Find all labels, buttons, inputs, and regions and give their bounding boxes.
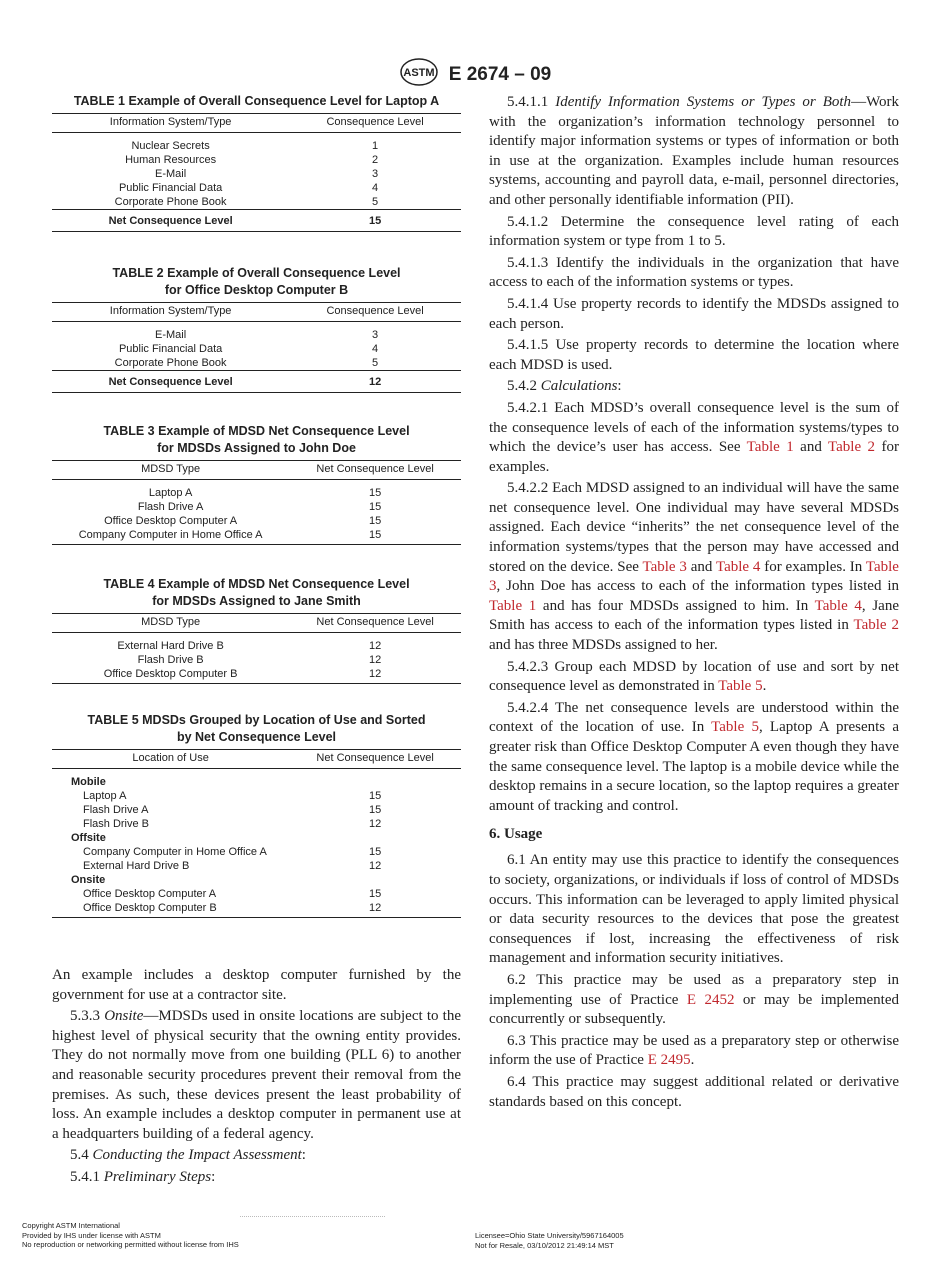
paragraph-5-4-1-3: 5.4.1.3 Identify the individuals in the organization that have access to each of the information systems or types.	[489, 254, 899, 291]
paragraph-5-4-1-2: 5.4.1.2 Determine the consequence level rating of each information system or type from 1 to 5.	[489, 213, 899, 250]
right-column	[489, 93, 899, 1114]
table-row: Flash Drive B 12	[137, 654, 382, 666]
column-header: Net Consequence Level	[289, 461, 461, 480]
table-3-link[interactable]: Table 3	[489, 558, 899, 595]
section-heading: 6. Usage	[489, 826, 543, 843]
paragraph-5-4-2: 5.4.2 Calculations:	[507, 378, 622, 395]
footer-license: Licensee=Ohio State University/5967164005 Not for Resale, 03/10/2012 21:49:14 MST	[475, 1231, 624, 1250]
paragraph-6-1: 6.1 An entity may use this practice to identify the consequences to society, organizations, or individuals if loss of control of MDSDs occurs. This information can be leveraged to apply limited physical or data security resources to the devices that pose the greatest consequences if lost, increasing the effectiveness of risk management and information security initiatives.	[489, 852, 899, 967]
table-row: Laptop A 15	[83, 790, 382, 802]
column-header: Net Consequence Level	[289, 614, 461, 633]
column-header: Information System/Type	[52, 114, 289, 133]
table-row: Company Computer in Home Office A 15	[52, 528, 461, 545]
net-row: Net Consequence Level 15	[52, 210, 461, 232]
data-table	[52, 302, 461, 393]
table-3-link[interactable]: Table 3	[642, 558, 687, 575]
table-title: TABLE 1 Example of Overall Consequence Level for Laptop A	[73, 94, 440, 108]
e2495-link[interactable]: E 2495	[647, 1052, 691, 1069]
group-row: Onsite	[71, 874, 106, 886]
document-number: E 2674 – 09	[448, 63, 552, 85]
footer-copyright: Copyright ASTM International Provided by IHS under license with ASTM No reproduction or networking permitted without license from IHS	[22, 1221, 239, 1249]
table-1	[52, 93, 461, 233]
data-table	[52, 749, 461, 918]
column-header: Consequence Level	[289, 114, 461, 133]
astm-logo-icon	[399, 57, 439, 92]
data-table	[52, 613, 461, 684]
table-row: Office Desktop Computer A 15	[83, 888, 382, 900]
paragraph-5-4-1-5: 5.4.1.5 Use property records to determine the location where each MDSD is used.	[489, 337, 899, 373]
paragraph-5-4-2-1: 5.4.2.1 Each MDSD’s overall consequence level is the sum of the consequence levels of each of the information systems/types to which the device’s user has access. See Table 1 and Table 2 for examples.	[489, 399, 899, 475]
svg-text:ASTM: ASTM	[403, 67, 435, 79]
table-row: Nuclear Secrets 1	[131, 140, 379, 152]
paragraph-5-4-2-4: 5.4.2.4 The net consequence levels are understood within the context of the location of use. In Table 5, Laptop A presents a greater risk than Office Desktop Computer A even though they have the same consequence level. The laptop is a mobile device while the desktop remains in a secure location, so the laptop requires a greater amount of tracking and control.	[489, 699, 899, 814]
table-row: Company Computer in Home Office A 15	[83, 846, 382, 858]
paragraph-5-4-1-1: 5.4.1.1 Identify Information Systems or Types or Both—Work with the organization’s information technology personnel to identify major information systems or types of information or both in use at the organization. Examples include human resources systems, accounting and payroll data, e-mail, personnel directories, and other personally identifiable information (PII).	[489, 94, 900, 208]
paragraph-6-3: 6.3 This practice may be used as a preparatory step or otherwise inform the use of Practice E 2495.	[489, 1032, 899, 1069]
paragraph-5-4-2-3: 5.4.2.3 Group each MDSD by location of use and sort by net consequence level as demonstrated in Table 5.	[489, 658, 899, 695]
footer-divider	[240, 1216, 385, 1217]
paragraph-5-3-3: 5.3.3 Onsite—MDSDs used in onsite locations are subject to the highest level of physical security that the owning entity provides. They do not normally move from one building (PLL 6) to another and reasonable security procedures prevent their removal from the premises. As such, these devices present the least probability of loss. An example includes a desktop computer in permanent use at a headquarters building of a federal agency.	[52, 1008, 462, 1142]
column-header: MDSD Type	[52, 461, 289, 480]
paragraph-6-2: 6.2 This practice may be used as a preparatory step in implementing use of Practice E 2452 or may be implemented concurrently or subsequently.	[489, 971, 899, 1028]
table-4-link[interactable]: Table 4	[715, 558, 761, 575]
table-row: External Hard Drive B 12	[83, 860, 382, 872]
paragraph: An example includes a desktop computer furnished by the government for use at a contractor site.	[52, 967, 461, 1003]
table-4	[52, 576, 461, 680]
paragraph-5-4: 5.4 Conducting the Impact Assessment:	[70, 1147, 306, 1164]
column-header: Consequence Level	[289, 303, 461, 322]
table-1-link[interactable]: Table 1	[746, 439, 794, 456]
e2452-link[interactable]: E 2452	[686, 991, 735, 1008]
page-header	[0, 57, 950, 92]
table-4-link[interactable]: Table 4	[814, 597, 862, 614]
table-row: Flash Drive B 12	[83, 818, 382, 830]
table-row: Corporate Phone Book 5	[114, 196, 379, 208]
net-row: Net Consequence Level 12	[52, 371, 461, 393]
table-5-link[interactable]: Table 5	[718, 678, 763, 695]
paragraph-5-4-2-2: 5.4.2.2 Each MDSD assigned to an individual will have the same net consequence level. One individual may have several MDSDs assigned. Each device “inherits” the net consequence level of the information systems/types that the person may have accessed and stored on the device. See Table 3 and Table 4 for examples. In Table 3, John Doe has access to each of the information types listed in Table 1 and has four MDSDs assigned to him. In Table 4, Jane Smith has access to each of the information types listed in Table 2 and has three MDSDs assigned to her.	[489, 480, 899, 654]
left-column	[52, 93, 462, 1185]
column-header: Information System/Type	[52, 303, 289, 322]
table-row: Flash Drive A 15	[137, 501, 382, 513]
group-row: Offsite	[71, 832, 106, 844]
table-title: TABLE 5 MDSDs Grouped by Location of Use and Sorted by Net Consequence Level	[87, 713, 426, 744]
table-row: Public Financial Data 4	[118, 182, 379, 194]
table-2-link[interactable]: Table 2	[828, 439, 876, 456]
paragraph-6-4: 6.4 This practice may suggest additional related or derivative standards based on this concept.	[489, 1073, 899, 1110]
table-5	[52, 712, 461, 912]
column-header: Location of Use	[52, 750, 289, 769]
data-table	[52, 113, 461, 232]
column-header: MDSD Type	[52, 614, 289, 633]
table-row: Office Desktop Computer B 12	[52, 667, 461, 684]
table-2-link[interactable]: Table 2	[853, 617, 899, 634]
table-row: Public Financial Data 4	[118, 343, 379, 355]
table-1-link[interactable]: Table 1	[489, 597, 537, 614]
paragraph-5-4-1-4: 5.4.1.4 Use property records to identify the MDSDs assigned to each person.	[489, 295, 899, 332]
table-title: TABLE 2 Example of Overall Consequence Level for Office Desktop Computer B	[112, 266, 401, 297]
column-header: Net Consequence Level	[289, 750, 461, 769]
left-body-text	[52, 966, 461, 1190]
group-row: Mobile	[71, 776, 106, 788]
table-5-link[interactable]: Table 5	[711, 719, 759, 736]
table-row: Laptop A 15	[148, 487, 382, 499]
table-row: Corporate Phone Book 5	[114, 357, 379, 369]
table-row: Office Desktop Computer B 12	[52, 901, 461, 918]
data-table	[52, 460, 461, 545]
table-row: Human Resources 2	[125, 154, 379, 166]
table-title: TABLE 3 Example of MDSD Net Consequence Level for MDSDs Assigned to John Doe	[103, 424, 410, 455]
table-row: Office Desktop Computer A 15	[104, 515, 382, 527]
table-row: E-Mail 3	[155, 168, 379, 180]
table-2	[52, 265, 461, 391]
table-3	[52, 423, 461, 544]
paragraph-5-4-1: 5.4.1 Preliminary Steps:	[70, 1168, 216, 1185]
table-title: TABLE 4 Example of MDSD Net Consequence Level for MDSDs Assigned to Jane Smith	[103, 577, 410, 608]
table-row: E-Mail 3	[155, 329, 379, 341]
table-row: Flash Drive A 15	[83, 804, 382, 816]
table-row: External Hard Drive B 12	[117, 640, 382, 652]
